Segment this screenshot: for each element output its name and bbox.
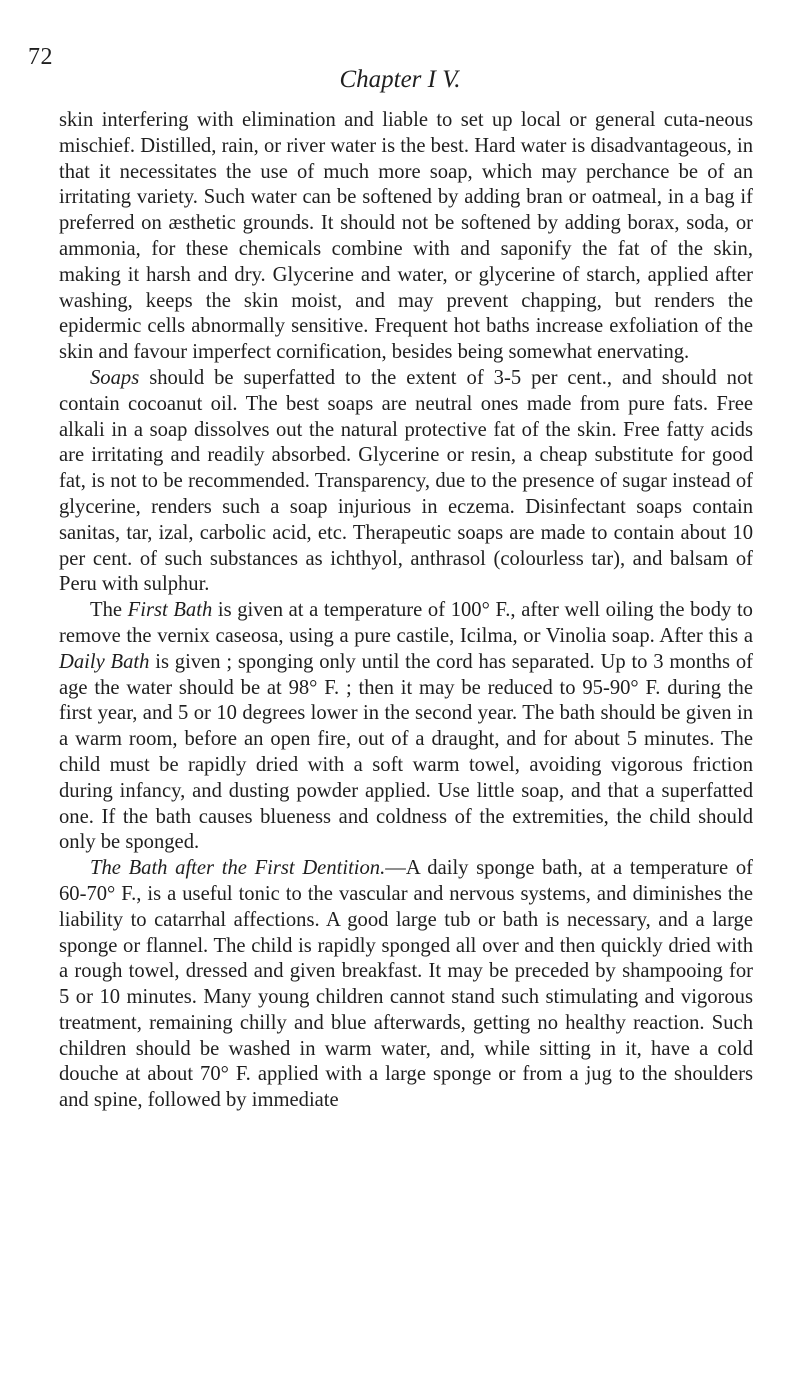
- daily-bath-term: Daily Bath: [59, 650, 150, 673]
- paragraph-text: is given ; sponging only until the cord has separated. Up to 3 months of age the water should be at 98° F. ; then it may be reduced to 95-90° F. during the first year, and 5 or 10 degrees lower in the second year. The bath should be given in a warm room, before an open fire, out of a draught, and for about 5 minutes. The child must be rapidly dried with a soft warm towel, avoiding vigorous friction during infancy, and dusting powder applied. Use little soap, and that a superfatted one. If the bath causes blueness and coldness of the extremities, the child should only be sponged.: [59, 650, 753, 854]
- paragraph-first-bath: [59, 598, 753, 856]
- after-dentition-heading: The Bath after the First Dentition.: [90, 857, 386, 880]
- page-number: 72: [28, 44, 53, 70]
- page-body: [59, 108, 753, 1114]
- running-head-chapter-title: Chapter I V.: [339, 66, 461, 93]
- paragraph-text: should be superfatted to the extent of 3-5 per cent., and should not contain cocoanut oil. The best soaps are neutral ones made from pure fats. Free alkali in a soap dissolves out the natural protective fat of the skin. Free fatty acids are irritating and readily absorbed. Glycerine or resin, a cheap substitute for good fat, is not to be recommended. Transparency, due to the presence of sugar instead of glycerine, renders such a soap injurious in eczema. Disinfectant soaps contain sanitas, tar, izal, carbolic acid, etc. Therapeutic soaps are made to contain about 10 per cent. of such substances as ichthyol, anthrasol (colourless tar), and balsam of Peru with sulphur.: [59, 366, 753, 596]
- paragraph-text: skin interfering with elimination and liable to set up local or general cuta-neous mischief. Distilled, rain, or river water is the best. Hard water is disadvantageous, in that it necessitates the use of much more soap, which may perchance be of an irritating variety. Such water can be softened by adding bran or oatmeal, in a bag if preferred on æsthetic grounds. It should not be softened by adding borax, soda, or ammonia, for these chemicals combine with and saponify the fat of the skin, making it harsh and dry. Glycerine and water, or glycerine of starch, applied after washing, keeps the skin moist, and may prevent chapping, but renders the epidermic cells abnormally sensitive. Frequent hot baths increase exfoliation of the skin and favour imperfect cornification, besides being somewhat enervating.: [59, 109, 753, 364]
- first-bath-term: First Bath: [127, 599, 213, 622]
- soaps-heading: Soaps: [90, 366, 140, 389]
- paragraph-soaps: [59, 366, 753, 598]
- paragraph-water: [59, 108, 753, 366]
- paragraph-text: The: [90, 599, 128, 622]
- paragraph-text: —A daily sponge bath, at a temperature of 60-70° F., is a useful tonic to the vascular and nervous systems, and diminishes the liability to catarrhal affections. A good large tub or bath is necessary, and a large sponge or flannel. The child is rapidly sponged all over and then quickly dried with a rough towel, dressed and given breakfast. It may be preceded by shampooing for 5 or 10 minutes. Many young children cannot stand such stimulating and vigorous treatment, remaining chilly and blue afterwards, getting no healthy reaction. Such children should be washed in warm water, and, while sitting in it, have a cold douche at about 70° F. applied with a large sponge or from a jug to the shoulders and spine, followed by immediate: [59, 857, 754, 1112]
- paragraph-after-dentition: [59, 856, 753, 1114]
- paragraph-text: is given at a temperature of 100° F., after well oiling the body to remove the vernix caseosa, using a pure castile, Icilma, or Vinolia soap. After this a: [59, 599, 753, 647]
